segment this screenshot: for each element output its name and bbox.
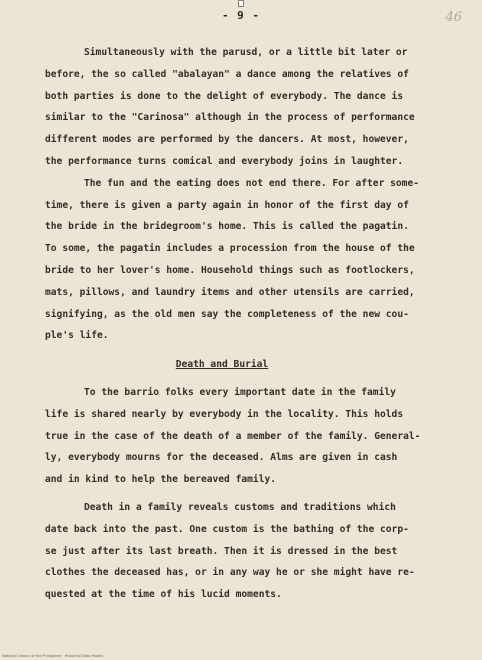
page-number: - 9 -: [221, 9, 261, 22]
text-line: To the barrio folks every important date in the family: [84, 386, 396, 398]
staple-mark: [238, 0, 244, 7]
text-line: different modes are performed by the dancers. At most, however,: [45, 134, 409, 146]
paragraph-abalayan: [45, 42, 445, 173]
text-line: similar to the "Carinosa" although in the process of performance: [45, 112, 415, 124]
text-line: the bride in the bridegroom's home. This is called the pagatin.: [45, 221, 409, 233]
text-line: se just after its last breath. Then it is dressed in the best: [45, 545, 398, 557]
text-line: and in kind to help the bereaved family.: [45, 474, 277, 486]
text-line: the performance turns comical and everybody joins in laughter.: [45, 155, 404, 167]
text-line: signifying, as the old men say the completeness of the new cou-: [45, 308, 409, 320]
section-heading: [45, 354, 445, 376]
text-line: To some, the pagatin includes a procession from the house of the: [45, 243, 415, 255]
text-line: clothes the deceased has, or in any way he or she might have re-: [45, 567, 415, 579]
text-line: Death in a family reveals customs and traditions which: [84, 501, 396, 513]
document-body: [45, 42, 445, 606]
text-line: bride to her lover's home. Household things such as footlockers,: [45, 264, 415, 276]
paragraph-death-shared: [45, 382, 445, 491]
text-line: ly, everybody mourns for the deceased. Alms are given in cash: [45, 452, 398, 464]
text-line: both parties is done to the delight of everybody. The dance is: [45, 90, 404, 102]
archive-credit: National Library of the Philippines · Historical Data Papers: [2, 654, 104, 658]
paragraph-death-customs: [45, 497, 445, 606]
text-line: before, the so called "abalayan" a dance among the relatives of: [45, 68, 409, 80]
text-line: time, there is given a party again in honor of the first day of: [45, 199, 409, 211]
text-line: The fun and the eating does not end there. For after some-: [84, 177, 420, 189]
text-line: mats, pillows, and laundry items and other utensils are carried,: [45, 286, 415, 298]
text-line: life is shared nearly by everybody in the locality. This holds: [45, 408, 404, 420]
handwritten-page-annotation: 46: [445, 10, 462, 25]
text-line: date back into the past. One custom is the bathing of the corp-: [45, 523, 409, 535]
section-heading-text: Death and Burial: [175, 359, 269, 371]
paragraph-pagatin: [45, 173, 445, 347]
text-line: quested at the time of his lucid moments.: [45, 589, 282, 601]
text-line: Simultaneously with the parusd, or a little bit later or: [84, 47, 408, 58]
text-line: true in the case of the death of a member of the family. General-: [45, 430, 421, 442]
text-line: ple's life.: [45, 330, 109, 342]
